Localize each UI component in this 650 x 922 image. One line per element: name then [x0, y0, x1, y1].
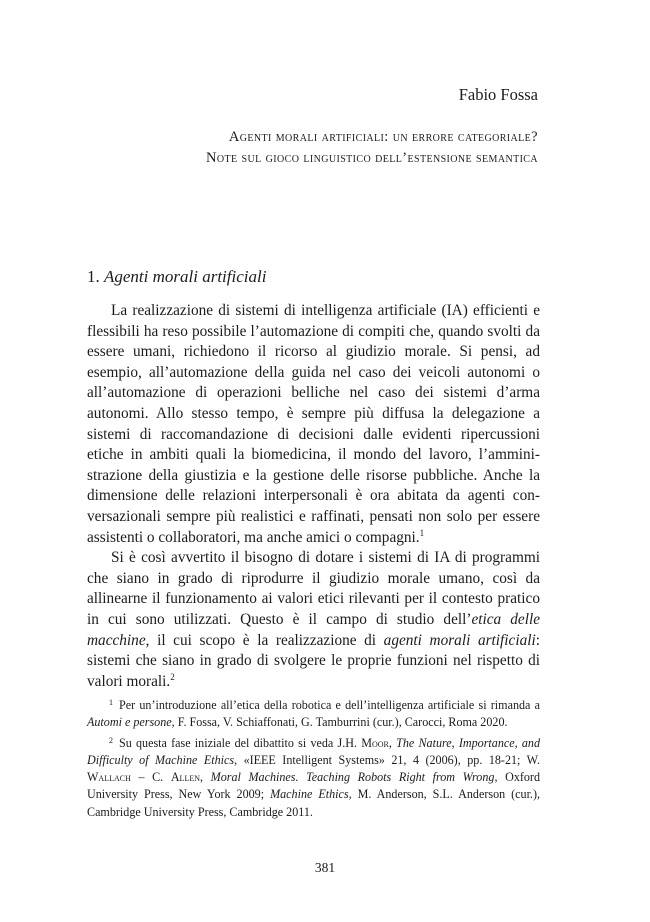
title-line-2: Note sul gioco linguistico dell’estensione semantica: [206, 150, 538, 166]
footnote-text: , «IEEE Intelligent Systems» 21, 4 (2006), pp. 18-21; W.: [234, 752, 540, 767]
title-line-1: Agenti morali artificiali: un errore categoriale?: [228, 129, 538, 145]
footnote-marker: 2: [109, 735, 113, 745]
footnote-italic: Moral Machines. Teaching Robots Right from Wrong: [210, 770, 495, 785]
footnote-marker: 1: [109, 698, 113, 707]
paragraph: [87, 301, 540, 548]
footnotes: [87, 694, 540, 821]
paragraph: [87, 548, 540, 692]
article-title: [206, 127, 538, 169]
emphasis-text: agenti morali artificiali: [383, 631, 536, 649]
author-smallcaps: Moor: [361, 735, 389, 750]
footnote-text: , M. Anderson, S.L. Anderson (cur.), Cambridge University Press, Cambridge 2011.: [87, 787, 541, 819]
paragraph-text: : sistemi che siano in grado di svolgere le proprie funzioni nel rispetto di valori morali.: [87, 631, 540, 690]
emphasis-text: etica delle macchine: [87, 610, 540, 649]
footnote-text: ,: [200, 770, 211, 785]
footnote-text: Su questa fase iniziale del dibattito si veda J.H.: [119, 735, 362, 750]
paragraph-text: La realizzazione di sistemi di intelligenza artificiale (IA) efficienti e flessibili ha reso possibile l’automazione di compiti che, quando svolti da essere umani, richiedono il ricorso al giudizio morale. Si pensi, ad esempio, all’automazione della guida nel caso dei veicoli autonomi o all’automazione di operazioni belliche nel caso dei sistemi d’arma autonomi. Allo stesso tempo, è sempre più diffusa la delegazione a sistemi di raccomandazione di decisioni dalle evidenti ripercussioni etiche in ambiti quali la biomedicina, il mondo del lavoro, l’amministrazione della giustizia e la gestione delle risorse pubbliche. Anche la dimensione delle relazioni interpersonali è ora abitata da agenti conversazionali sempre più realistici e raffinati, pensati non solo per essere assistenti o collaboratori, ma anche amici o compagni.: [87, 302, 540, 546]
footnote-text: , Oxford University Press, New York 2009;: [87, 770, 541, 802]
footnote-italic: Automi e persone: [87, 715, 172, 730]
section-heading: [87, 267, 266, 287]
body-text: [87, 301, 540, 692]
footnote: [87, 694, 540, 732]
footnote-text: ,: [388, 735, 397, 750]
footnote-ref[interactable]: 1: [419, 527, 425, 538]
footnote-text: , F. Fossa, V. Schiaffonati, G. Tamburrini (cur.), Carocci, Roma 2020.: [171, 715, 508, 730]
footnote-text: Per un’introduzione all’etica della robotica e dell’intelligenza artificiale si rimanda a: [119, 698, 540, 712]
author-smallcaps: Allen: [170, 770, 200, 785]
paragraph-text: Si è così avvertito il bisogno di dotare i sistemi di IA di programmi che siano in grado di riprodurre il giudizio morale umano, così da allinearne il funzionamento ai valori etici rilevanti per il contesto pratico in cui sono utilizzati. Questo è il campo di studio dell’: [87, 549, 540, 628]
footnote-text: – C.: [130, 770, 171, 785]
page-number: 381: [314, 860, 336, 875]
section-title: Agenti morali artificiali: [104, 267, 267, 286]
author-smallcaps: Wallach: [87, 770, 131, 785]
footnote: [87, 732, 540, 821]
section-number: 1.: [87, 267, 100, 286]
footnote-ref[interactable]: 2: [170, 671, 175, 682]
footnote-italic: Machine Ethics: [270, 787, 349, 802]
footnote-italic: The Nature, Importance, and Difficulty of Machine Ethics: [87, 735, 541, 767]
paragraph-text: , il cui scopo è la realizzazione di: [145, 631, 384, 649]
author-name: Fabio Fossa: [458, 85, 538, 104]
